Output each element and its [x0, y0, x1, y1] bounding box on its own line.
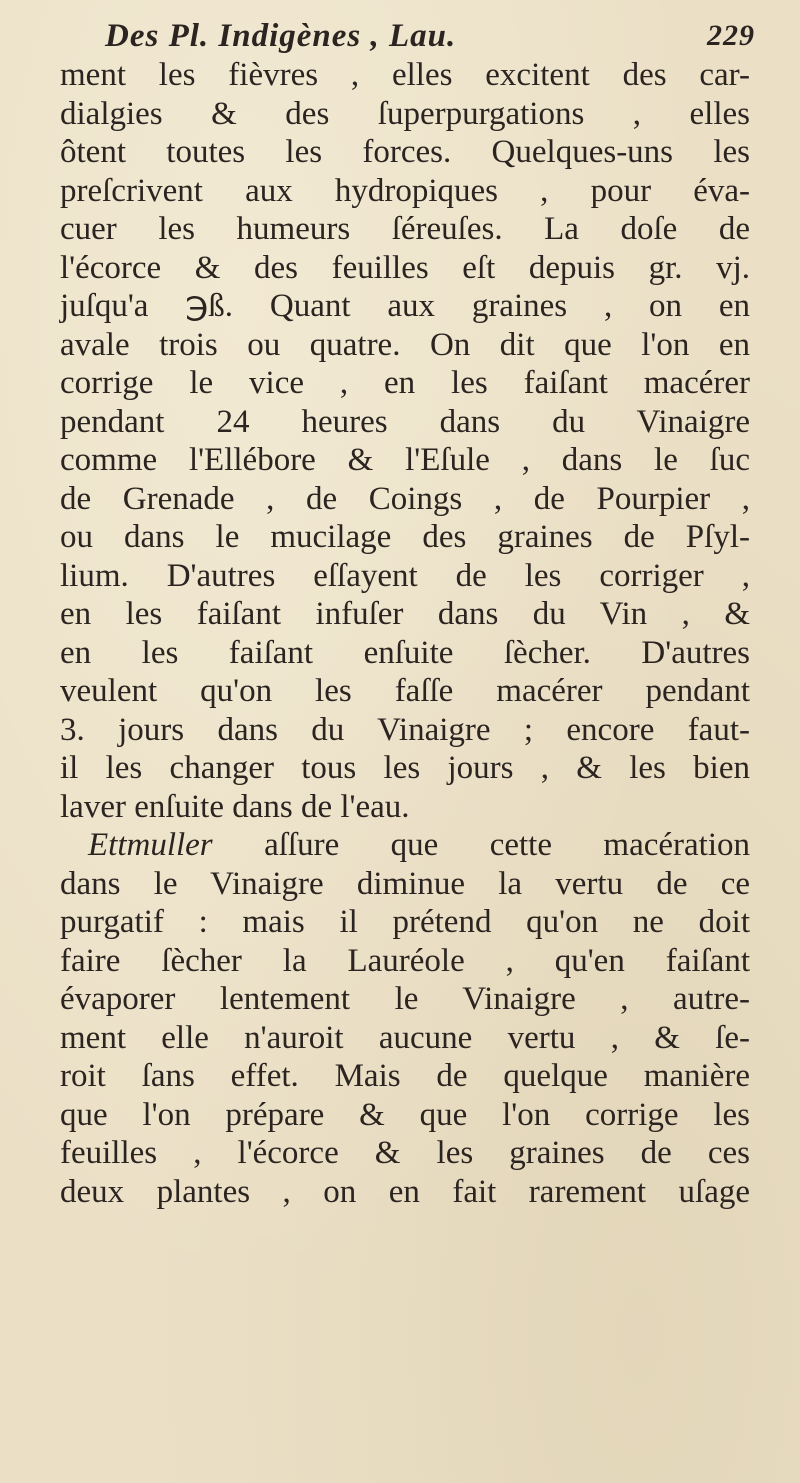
text-line: feuilles , l'écorce & les graines de ces	[60, 1135, 750, 1171]
page-number: 229	[707, 19, 755, 52]
text-fragment: aſſure que cette macération	[264, 827, 750, 863]
text-line: évaporer lentement le Vinaigre , autre-	[60, 981, 750, 1017]
running-header	[105, 10, 755, 62]
text-line: veulent qu'on les faſſe macérer pendant	[60, 673, 750, 709]
paragraph-start-line	[60, 826, 750, 865]
text-line: ment elle n'auroit aucune vertu , & ſe-	[60, 1019, 750, 1056]
text-line: ôtent toutes les forces. Quelques-uns les	[60, 134, 750, 170]
text-line: comme l'Ellébore & l'Eſule , dans le ſuc	[60, 442, 750, 478]
text-line: que l'on prépare & que l'on corrige les	[60, 1096, 750, 1133]
text-line: dialgies & des ſuperpurgations , elles	[60, 95, 750, 132]
text-line: corrige le vice , en les faiſant macérer	[60, 365, 750, 401]
body-text	[60, 56, 750, 1211]
text-line: preſcrivent aux hydropiques , pour éva-	[60, 172, 750, 209]
running-title: Des Pl. Indigènes , Lau.	[105, 18, 457, 54]
text-line: l'écorce & des feuilles eſt depuis gr. vj.	[60, 249, 750, 286]
text-line: en les faiſant enſuite ſècher. D'autres	[60, 634, 750, 671]
text-line: pendant 24 heures dans du Vinaigre	[60, 403, 750, 440]
text-line: de Grenade , de Coings , de Pourpier ,	[60, 480, 750, 517]
text-line: roit ſans effet. Mais de quelque manière	[60, 1058, 750, 1094]
text-line: lium. D'autres eſſayent de les corriger ,	[60, 557, 750, 594]
text-line: faire ſècher la Lauréole , qu'en faiſant	[60, 942, 750, 979]
text-line: avale trois ou quatre. On dit que l'on en	[60, 326, 750, 363]
text-line: purgatif : mais il prétend qu'on ne doit	[60, 904, 750, 940]
paragraph-end-line: laver enſuite dans de l'eau.	[60, 788, 410, 825]
text-line: cuer les humeurs ſéreuſes. La doſe de	[60, 211, 750, 247]
text-line: juſqu'a ℈ß. Quant aux graines , on en	[60, 288, 750, 324]
text-line: deux plantes , on en fait rarement uſage	[60, 1173, 750, 1210]
text-line: il les changer tous les jours , & les bien	[60, 750, 750, 786]
text-line: ou dans le mucilage des graines de Pſyl-	[60, 519, 750, 555]
text-line: en les faiſant infuſer dans du Vin , &	[60, 596, 750, 632]
author-name: Ettmuller	[88, 827, 213, 863]
text-line: 3. jours dans du Vinaigre ; encore faut-	[60, 711, 750, 748]
text-line: dans le Vinaigre diminue la vertu de ce	[60, 865, 750, 902]
text-line: ment les fièvres , elles excitent des car-	[60, 57, 750, 93]
